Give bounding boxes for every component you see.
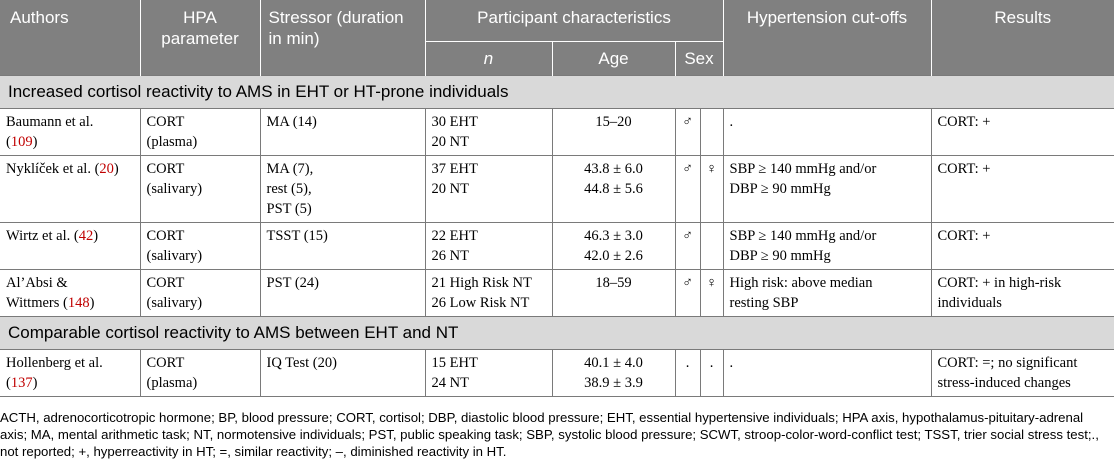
author-line bbox=[6, 226, 134, 246]
cell-stressor bbox=[260, 350, 425, 397]
cell-age bbox=[552, 109, 675, 156]
cell-line: 21 High Risk NT bbox=[431, 275, 532, 291]
cell-line: PST (24) bbox=[266, 275, 320, 291]
cell-line: CORT bbox=[146, 275, 185, 291]
author-text: Baumann et al. bbox=[6, 114, 94, 130]
table-footnote: ACTH, adrenocorticotropic hormone; BP, blood pressure; CORT, cortisol; DBP, diastolic blood pressure; EHT, essential hypertensive individuals; HPA axis, hypothalamus-pituitary-adrenal axis; MA, mental arithmetic task; NT, normotensive individuals; PST, public speaking task; SBP, systolic blood pressure; SCWT, stroop-color-word-conflict test; TSST, trier social stress test;., not reported; +, hyperreactivity in HT; =, similar reactivity; –, diminished reactivity in HT. bbox=[0, 410, 1099, 459]
reference-link: 20 bbox=[99, 161, 114, 177]
cell-sex-female bbox=[700, 109, 723, 156]
cell-line: (plasma) bbox=[146, 375, 198, 391]
cell-line: CORT bbox=[146, 228, 185, 244]
cell-sex-male: ♂ bbox=[675, 109, 700, 156]
cell-sex-male: ♂ bbox=[675, 270, 700, 317]
cell-line: 18–59 bbox=[595, 275, 632, 291]
cell-authors bbox=[0, 350, 140, 397]
cell-line: (plasma) bbox=[146, 134, 198, 150]
cell-line: DBP ≥ 90 mmHg bbox=[729, 181, 831, 197]
cell-results bbox=[931, 109, 1114, 156]
cell-cutoffs bbox=[723, 350, 931, 397]
author-text: ) bbox=[32, 134, 38, 150]
cell-hpa bbox=[140, 109, 260, 156]
cell-results bbox=[931, 156, 1114, 223]
cell-line: 46.3 ± 3.0 bbox=[584, 228, 643, 244]
author-line bbox=[6, 112, 134, 132]
author-text: Nyklíček et al. ( bbox=[6, 161, 100, 177]
cell-line: CORT bbox=[146, 114, 185, 130]
cell-stressor bbox=[260, 156, 425, 223]
cell-line: High risk: above median bbox=[729, 275, 873, 291]
cell-line: 44.8 ± 5.6 bbox=[584, 181, 643, 197]
cell-line: rest (5), bbox=[266, 181, 312, 197]
cell-hpa bbox=[140, 270, 260, 317]
header-stressor: Stressor (duration in min) bbox=[260, 0, 425, 76]
reference-link: 109 bbox=[10, 134, 33, 150]
cell-line: 37 EHT bbox=[431, 161, 478, 177]
author-text: ) bbox=[89, 295, 95, 311]
author-text: Al’Absi & bbox=[6, 275, 68, 291]
cell-authors bbox=[0, 270, 140, 317]
cell-sex-female: ♀ bbox=[700, 270, 723, 317]
cell-sex-female: ♀ bbox=[700, 156, 723, 223]
cell-hpa bbox=[140, 223, 260, 270]
header-participant: Participant characteristics bbox=[425, 0, 723, 42]
cell-n bbox=[425, 109, 552, 156]
header-n: n bbox=[425, 42, 552, 76]
cell-line: . bbox=[729, 355, 734, 371]
cell-line: 20 NT bbox=[431, 134, 469, 150]
cell-line: SBP ≥ 140 mmHg and/or bbox=[729, 161, 877, 177]
header-cutoffs: Hypertension cut-offs bbox=[723, 0, 931, 76]
table-body bbox=[0, 76, 1114, 397]
cell-stressor bbox=[260, 270, 425, 317]
author-line bbox=[6, 273, 134, 293]
table-row bbox=[0, 350, 1114, 397]
cell-line: 42.0 ± 2.6 bbox=[584, 248, 643, 264]
author-line bbox=[6, 373, 134, 393]
cell-sex-male: ♂ bbox=[675, 223, 700, 270]
header-sex: Sex bbox=[675, 42, 723, 76]
author-text: Hollenberg et al. bbox=[6, 355, 103, 371]
section-header-row bbox=[0, 76, 1114, 109]
table-row bbox=[0, 223, 1114, 270]
section-title: Comparable cortisol reactivity to AMS between EHT and NT bbox=[0, 317, 1114, 350]
table-row bbox=[0, 270, 1114, 317]
table-header bbox=[0, 0, 1114, 76]
cell-line: 15 EHT bbox=[431, 355, 478, 371]
section-title: Increased cortisol reactivity to AMS in EHT or HT-prone individuals bbox=[0, 76, 1114, 109]
cell-line: CORT: + bbox=[937, 228, 991, 244]
header-results: Results bbox=[931, 0, 1114, 76]
cell-results bbox=[931, 350, 1114, 397]
cell-line: . bbox=[729, 114, 734, 130]
cell-n bbox=[425, 350, 552, 397]
cell-sex-male: ♂ bbox=[675, 156, 700, 223]
cell-line: resting SBP bbox=[729, 295, 799, 311]
cell-sex-male: . bbox=[675, 350, 700, 397]
cell-stressor bbox=[260, 109, 425, 156]
cell-line: 43.8 ± 6.0 bbox=[584, 161, 643, 177]
reference-link: 148 bbox=[67, 295, 90, 311]
cell-line: IQ Test (20) bbox=[266, 355, 337, 371]
cell-cutoffs bbox=[723, 223, 931, 270]
cell-line: PST (5) bbox=[266, 201, 312, 217]
author-line bbox=[6, 353, 134, 373]
cell-age bbox=[552, 156, 675, 223]
cell-line: 20 NT bbox=[431, 181, 469, 197]
cell-line: 15–20 bbox=[595, 114, 632, 130]
cell-sex-female: . bbox=[700, 350, 723, 397]
cell-line: 26 Low Risk NT bbox=[431, 295, 530, 311]
cell-line: DBP ≥ 90 mmHg bbox=[729, 248, 831, 264]
cell-hpa bbox=[140, 350, 260, 397]
cell-line: CORT bbox=[146, 355, 185, 371]
cell-line: MA (14) bbox=[266, 114, 317, 130]
cell-authors bbox=[0, 223, 140, 270]
cell-cutoffs bbox=[723, 270, 931, 317]
author-text: Wittmers ( bbox=[6, 295, 68, 311]
cell-line: MA (7), bbox=[266, 161, 314, 177]
cell-stressor bbox=[260, 223, 425, 270]
author-line bbox=[6, 159, 134, 179]
cell-line: SBP ≥ 140 mmHg and/or bbox=[729, 228, 877, 244]
cell-cutoffs bbox=[723, 156, 931, 223]
cell-line: CORT: =; no significant bbox=[937, 355, 1078, 371]
header-age: Age bbox=[552, 42, 675, 76]
cell-line: 22 EHT bbox=[431, 228, 478, 244]
cell-line: (salivary) bbox=[146, 248, 203, 264]
author-text: ( bbox=[6, 375, 11, 391]
table-row bbox=[0, 156, 1114, 223]
cell-age bbox=[552, 350, 675, 397]
cell-line: 24 NT bbox=[431, 375, 469, 391]
cell-hpa bbox=[140, 156, 260, 223]
table-row bbox=[0, 109, 1114, 156]
cell-line: CORT: + in high-risk bbox=[937, 275, 1062, 291]
cell-results bbox=[931, 270, 1114, 317]
author-line bbox=[6, 132, 134, 152]
cell-age bbox=[552, 223, 675, 270]
cell-age bbox=[552, 270, 675, 317]
author-text: ( bbox=[6, 134, 11, 150]
cell-n bbox=[425, 270, 552, 317]
cell-line: CORT: + bbox=[937, 161, 991, 177]
cell-line: 30 EHT bbox=[431, 114, 478, 130]
cell-line: TSST (15) bbox=[266, 228, 328, 244]
author-text: ) bbox=[93, 228, 99, 244]
cell-line: 38.9 ± 3.9 bbox=[584, 375, 643, 391]
header-hpa: HPA parameter bbox=[140, 0, 260, 76]
cell-line: CORT bbox=[146, 161, 185, 177]
cell-results bbox=[931, 223, 1114, 270]
cell-line: stress-induced changes bbox=[937, 375, 1071, 391]
author-text: ) bbox=[32, 375, 38, 391]
author-text: Wirtz et al. ( bbox=[6, 228, 79, 244]
reference-link: 42 bbox=[78, 228, 94, 244]
reference-link: 137 bbox=[10, 375, 33, 391]
author-text: ) bbox=[113, 161, 119, 177]
cell-n bbox=[425, 223, 552, 270]
cell-authors bbox=[0, 156, 140, 223]
cell-line: (salivary) bbox=[146, 295, 203, 311]
section-header-row bbox=[0, 317, 1114, 350]
cell-line: 40.1 ± 4.0 bbox=[584, 355, 643, 371]
header-authors: Authors bbox=[0, 0, 140, 76]
cell-line: CORT: + bbox=[937, 114, 991, 130]
cell-line: individuals bbox=[937, 295, 1002, 311]
cell-line: (salivary) bbox=[146, 181, 203, 197]
cell-n bbox=[425, 156, 552, 223]
cell-line: 26 NT bbox=[431, 248, 469, 264]
author-line bbox=[6, 293, 134, 313]
cell-sex-female bbox=[700, 223, 723, 270]
cell-cutoffs bbox=[723, 109, 931, 156]
cell-authors bbox=[0, 109, 140, 156]
